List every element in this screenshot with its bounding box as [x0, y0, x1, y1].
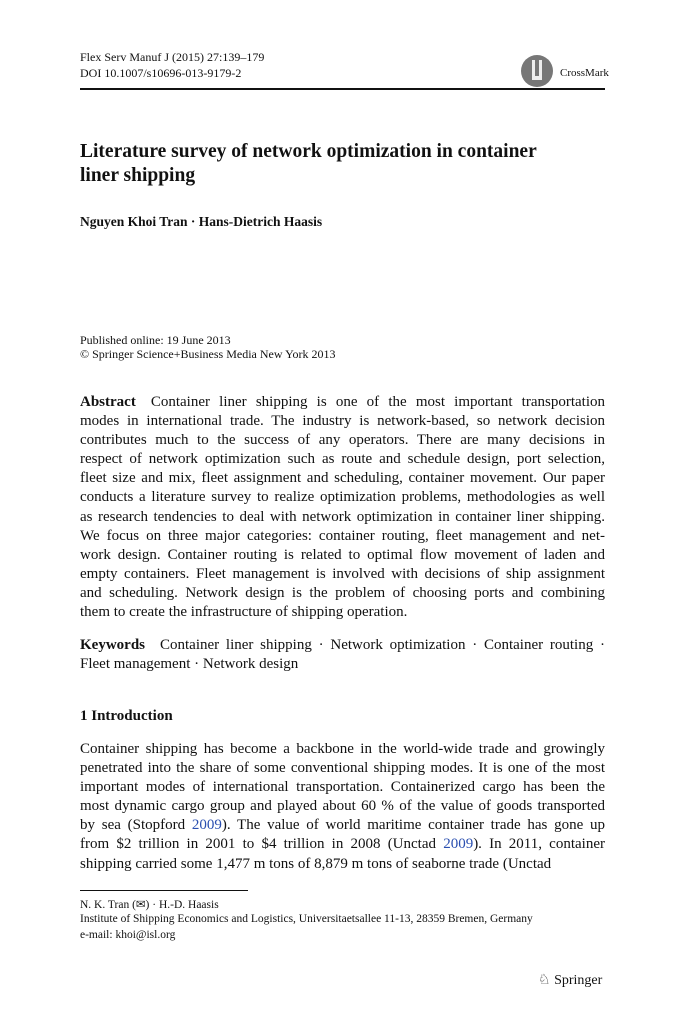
text-segment: shipping carried some 1,477 m tons of 8,879 m tons of seaborne trade (Unctad	[80, 855, 552, 872]
text-segment: modes in international trade. The industry is network-based, so network decision	[80, 413, 605, 430]
abstract	[80, 393, 605, 622]
text-segment: ). In 2011, container	[473, 836, 605, 853]
citation-link[interactable]: 2009	[191, 817, 222, 834]
text-segment: empty containers. Fleet management is involved with decisions of ship assignment	[80, 565, 605, 582]
text-line	[80, 797, 605, 816]
text-line	[80, 816, 605, 835]
header-rule	[80, 88, 605, 90]
section-heading-introduction: 1 Introduction	[80, 708, 173, 724]
text-line	[80, 655, 605, 674]
text-segment: most dynamic cargo group and played about 60 % of the value of goods transported	[80, 798, 605, 815]
text-segment: from $2 trillion in 2001 to $4 trillion in 2008 (Unctad	[80, 836, 444, 853]
footnote-affiliation: Institute of Shipping Economics and Logistics, Universitaetsallee 11-13, 28359 Bremen, Germany	[80, 913, 533, 925]
text-segment: respect of network optimization such as route and schedule design, port selection,	[80, 451, 605, 468]
text-segment: them to create the infrastructure of shipping operation.	[80, 604, 408, 621]
text-line	[80, 835, 605, 854]
footnote-rule	[80, 890, 248, 891]
text-segment: by sea (Stopford	[80, 817, 192, 834]
crossmark-badge[interactable]	[520, 54, 609, 88]
doi: DOI 10.1007/s10696-013-9179-2	[80, 66, 242, 80]
footnote-authors: N. K. Tran (✉) · H.-D. Haasis	[80, 899, 219, 911]
text-segment: Container liner shipping · Network optimization · Container routing ·	[160, 637, 605, 653]
text-line	[80, 565, 605, 584]
text-segment: and scheduling. Network design is the problem of choosing ports and combining	[80, 584, 605, 601]
text-segment: Container shipping has become a backbone in the world-wide trade and growingly	[80, 741, 605, 757]
title-line-1: Literature survey of network optimization in container	[80, 141, 537, 162]
text-line	[80, 855, 605, 874]
text-segment: ). The value of world maritime container trade has gone up	[221, 817, 605, 834]
text-segment: work design. Container routing is related to optimal flow movement of laden and	[80, 546, 605, 563]
text-line	[80, 412, 605, 431]
introduction-paragraph	[80, 740, 605, 874]
text-segment: Fleet management · Network design	[80, 656, 299, 673]
springer-horse-icon: ♘	[538, 973, 551, 988]
abstract-label: Abstract	[80, 394, 151, 410]
crossmark-label: CrossMark	[560, 66, 609, 79]
journal-citation: Flex Serv Manuf J (2015) 27:139–179	[80, 50, 265, 64]
text-line	[80, 508, 605, 527]
text-line	[80, 527, 605, 546]
text-line	[80, 488, 605, 507]
text-segment: We focus on three major categories: container routing, fleet management and net-	[80, 527, 605, 544]
text-line	[80, 584, 605, 603]
text-line	[80, 431, 605, 450]
text-segment: fleet size and mix, fleet assignment and scheduling, container movement. Our paper	[80, 470, 605, 487]
text-line	[80, 469, 605, 488]
text-segment: contributes much to the success of any operators. There are many decisions in	[80, 432, 605, 449]
text-line	[80, 546, 605, 565]
text-line	[80, 603, 605, 622]
text-segment: Container liner shipping is one of the most important transportation	[150, 394, 605, 410]
crossmark-icon	[520, 54, 556, 88]
citation-link[interactable]: 2009	[443, 836, 474, 853]
text-segment: as research tendencies to deal with network optimization in container liner shipping.	[80, 508, 605, 525]
text-line	[80, 450, 605, 469]
title-line-2: liner shipping	[80, 165, 196, 186]
text-segment: important modes of international transportation. Containerized cargo has been the	[80, 779, 605, 796]
text-line	[80, 759, 605, 778]
text-line	[80, 740, 605, 759]
text-segment: conducts a literature survey to realize optimization problems, methodologies as well	[80, 489, 605, 506]
footnote-email[interactable]: e-mail: khoi@isl.org	[80, 929, 176, 941]
keywords-label: Keywords	[80, 637, 160, 653]
text-line	[80, 778, 605, 797]
copyright: © Springer Science+Business Media New York 2013	[80, 347, 336, 361]
authors: Nguyen Khoi Tran · Hans-Dietrich Haasis	[80, 214, 323, 229]
text-segment: penetrated into the share of some conventional shipping modes. It is one of the most	[80, 760, 605, 777]
springer-logo	[538, 972, 602, 989]
text-line	[80, 636, 605, 655]
text-line	[80, 393, 605, 412]
published-date: Published online: 19 June 2013	[80, 333, 231, 347]
keywords	[80, 636, 605, 674]
springer-label: Springer	[554, 973, 603, 988]
